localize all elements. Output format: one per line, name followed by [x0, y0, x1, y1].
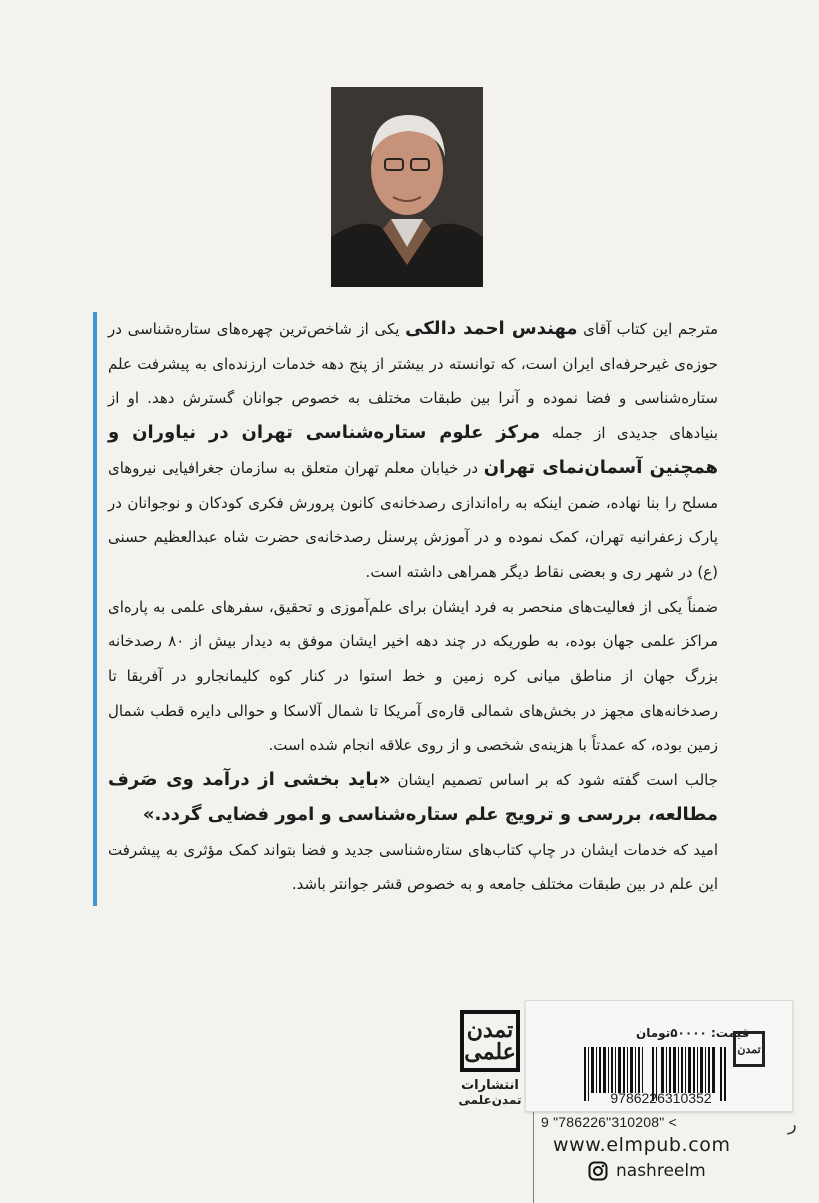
- publisher-website: www.elmpub.com: [553, 1134, 731, 1156]
- bio-text: در خیابان معلم تهران متعلق به سازمان جغرافیایی نیروهای مسلح را بنا نهاده، ضمن اینکه به راه‌اندازی رصدخانه‌ی کانون پرورش فکری کودکان و نوجوانان در پارک زعفرانیه تهران، کمک نموده و در آموزش پرسنل رصدخانه‌ی حضرت شاه عبدالعظیم حسنی (ع) در شهر ری و بعضی نقاط دیگر همراهی داشته است.: [108, 458, 718, 581]
- price-text: قیمت: ۵۰۰۰۰تومان: [636, 1026, 750, 1040]
- translator-quote: «باید بخشی از درآمد وی صَرف مطالعه، بررسی و ترویج علم ستاره‌شناسی و امور فضایی گردد.»: [108, 769, 718, 825]
- edge-mark-icon: ر: [788, 1114, 797, 1135]
- instagram-name: nashreelm: [616, 1161, 706, 1181]
- bio-paragraph-4: امید که خدمات ایشان در چاپ کتاب‌های ستاره‌شناسی جدید و فضا بتواند کمک مؤثری به پیشرفت این علم در بین طبقات مختلف جامعه و به خصوص قشر جوانتر باشد.: [108, 840, 718, 894]
- sticker-barcode-number: 9786226310352: [610, 1090, 712, 1106]
- publisher-label: انتشارات: [461, 1078, 519, 1093]
- sticker-publisher-logo: تمدن: [733, 1031, 765, 1067]
- bio-accent-bar: [93, 312, 97, 906]
- publisher-logo: [454, 1010, 526, 1138]
- bio-text: جالب است گفته شود که بر اساس تصمیم ایشان: [390, 771, 718, 790]
- price-sticker: [525, 1000, 793, 1112]
- translator-name: مهندس احمد دالکی: [405, 318, 578, 339]
- astronomy-center-name: مرکز علوم ستاره‌شناسی تهران در نیاوران و همچنین آسمان‌نمای تهران: [108, 422, 718, 478]
- bio-paragraph-2: ضمناً یکی از فعالیت‌های منحصر به فرد ایشان برای علم‌آموزی و تحقیق، سفرهای علمی به پاره‌ای مراکز علمی جهان بوده، به طوریکه در چند دهه اخیر ایشان موفق به دیدار بیش از ۸۰ رصدخانه بزرگ جهان از مناطق میانی کره زمین و خط استوا در کنار کوه کلیمانجارو در آفریقا تا رصدخانه‌های مجهز در بخش‌های شمالی قاره‌ی آمریکا تا شمال آلاسکا و حوالی دایره قطب شمال زمین بوده، که عمدتاً با هزینه‌ی شخصی و از روی علاقه انجام شده است.: [108, 597, 718, 755]
- instagram-icon: [588, 1161, 608, 1181]
- bio-text: مترجم این کتاب آقای: [577, 320, 718, 338]
- instagram-handle: [588, 1161, 706, 1181]
- publisher-mark: تمدن علمی: [460, 1010, 520, 1072]
- bio-text: یکی از شاخص‌ترین چهره‌های ستاره‌شناسی در حوزه‌ی غیرحرفه‌ای ایران است، که توانسته در بیشتر از پنج دهه خدمات ارزنده‌ای به پیشرفت علم ستاره‌شناسی و فضا نموده و آنرا بین طبقات مختلف به خصوص جوانان گسترش دهد. او از بنیادهای جدیدی از جمله: [108, 320, 718, 443]
- translator-bio: [108, 312, 718, 912]
- bio-paragraph-3: [108, 763, 718, 832]
- author-photo: [331, 87, 483, 287]
- isbn-number: 9 "786226"310208" <: [541, 1114, 677, 1130]
- bio-paragraph-1: [108, 312, 718, 590]
- publisher-name: تمدن‌علمی: [458, 1093, 522, 1107]
- author-portrait-image: [331, 87, 483, 287]
